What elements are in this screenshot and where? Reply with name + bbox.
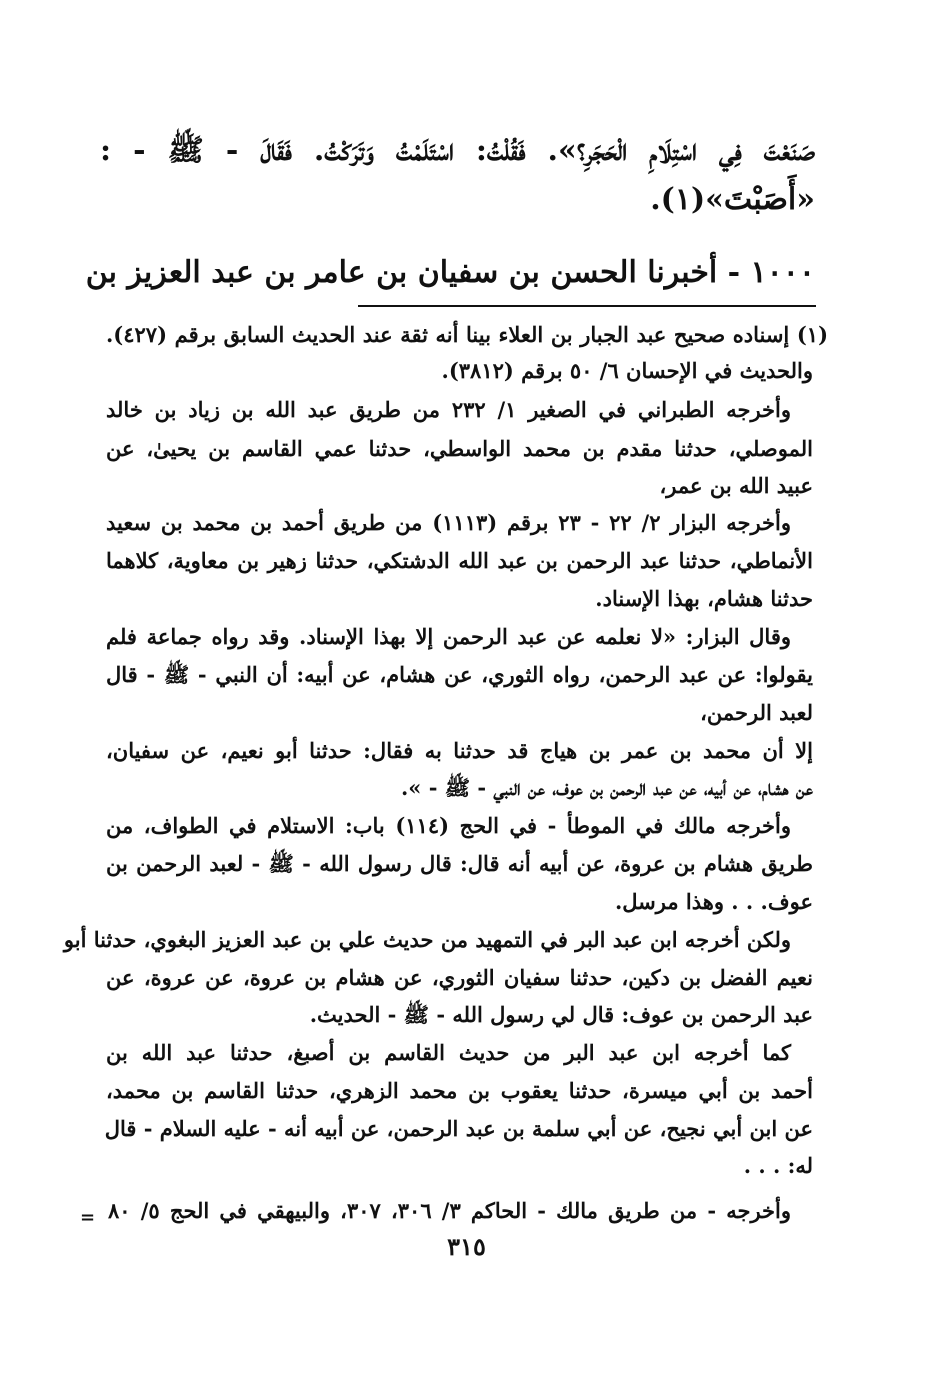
footnote-line: إلا أن محمد بن عمر بن هياج قد حدثنا به فقال: حدثنا أبو نعيم، عن سفيان، bbox=[106, 738, 813, 763]
footnote-line: وأخرجه - من طريق مالك - الحاكم ٣/ ٣٠٦، ٣٠٧، والبيهقي في الحج ٥/ ٨٠ bbox=[108, 1198, 792, 1223]
continuation-mark: = bbox=[80, 1207, 96, 1228]
footnote-divider bbox=[358, 305, 816, 307]
footnote-line: حدثنا هشام، بهذا الإسناد. bbox=[595, 586, 813, 611]
page-number: ٣١٥ bbox=[447, 1232, 486, 1261]
footnote-line: عبيد الله بن عمر، bbox=[659, 473, 813, 498]
footnote-line: له: . . . bbox=[743, 1153, 813, 1178]
footnote-line: عبد الرحمن بن عوف: قال لي رسول الله - ﷺ - الحديث. bbox=[309, 1002, 813, 1027]
footnote-line: لعبد الرحمن، bbox=[700, 700, 813, 725]
footnote-line: وأخرجه الطبراني في الصغير ١/ ٢٣٢ من طريق عبد الله بن زياد بن خالد bbox=[106, 397, 791, 422]
footnote-line: (١) إسناده صحيح عبد الجبار بن العلاء بينا أنه ثقة عند الحديث السابق برقم (٤٢٧). bbox=[106, 322, 828, 347]
footnote-line: الأنماطي، حدثنا عبد الرحمن بن عبد الله الدشتكي، حدثنا زهير بن معاوية، كلاهما bbox=[106, 548, 813, 573]
footnote-line: وقال البزار: «لا نعلمه عن عبد الرحمن إلا بهذا الإسناد. وقد رواه جماعة فلم bbox=[106, 624, 791, 649]
hadith-1000-line: ١٠٠٠ - أخبرنا الحسن بن سفيان بن عامر بن عبد العزيز بن bbox=[85, 255, 815, 290]
footnote-line: والحديث في الإحسان ٦/ ٥٠ برقم (٣٨١٢). bbox=[441, 358, 813, 383]
footnote-line: وأخرجه مالك في الموطأ - في الحج (١١٤) باب: الاستلام في الطواف، من bbox=[106, 813, 791, 838]
footnote-line: يقولوا: عن عبد الرحمن، رواه الثوري، عن هشام، عن أبيه: أن النبي - ﷺ - قال bbox=[106, 662, 813, 687]
footnote-line: طريق هشام بن عروة، عن أبيه أنه قال: قال رسول الله - ﷺ - لعبد الرحمن بن bbox=[106, 851, 813, 876]
footnote-line: عن هشام، عن أبيه، عن عبد الرحمن بن عوف، عن النبي - ﷺ - ». bbox=[400, 775, 813, 800]
footnote-line: أحمد بن أبي ميسرة، حدثنا يعقوب بن محمد الزهري، حدثنا القاسم بن محمد، bbox=[106, 1078, 813, 1103]
footnote-line: وأخرجه البزار ٢/ ٢٢ - ٢٣ برقم (١١١٣) من طريق أحمد بن محمد بن سعيد bbox=[106, 510, 792, 535]
main-text-line-2: «أَصَبْتَ»(١). bbox=[650, 182, 815, 217]
footnote-line: ولكن أخرجه ابن عبد البر في التمهيد من حديث علي بن عبد العزيز البغوي، حدثنا أبو bbox=[63, 927, 791, 952]
footnote-line: نعيم الفضل بن دكين، حدثنا سفيان الثوري، عن هشام بن عروة، عن عروة، عن bbox=[106, 965, 813, 990]
main-text-line-1: صَنَعْتَ فِي اسْتِلَامِ الْحَجَرِ؟». فَقُلْتُ: اسْتَلَمْتُ وَتَرَكْتُ. فَقَالَ - ﷺ - : bbox=[100, 133, 815, 168]
footnote-line: الموصلي، حدثنا مقدم بن محمد الواسطي، حدثنا عمي القاسم بن يحيىٰ، عن bbox=[106, 436, 813, 461]
footnote-line: عوف. . . وهذا مرسل. bbox=[614, 889, 813, 914]
footnote-line: كما أخرجه ابن عبد البر من حديث القاسم بن أصبغ، حدثنا عبد الله بن bbox=[106, 1040, 791, 1065]
footnote-line: عن ابن أبي نجيح، عن أبي سلمة بن عبد الرحمن، عن أبيه أنه - عليه السلام - قال bbox=[104, 1116, 813, 1141]
